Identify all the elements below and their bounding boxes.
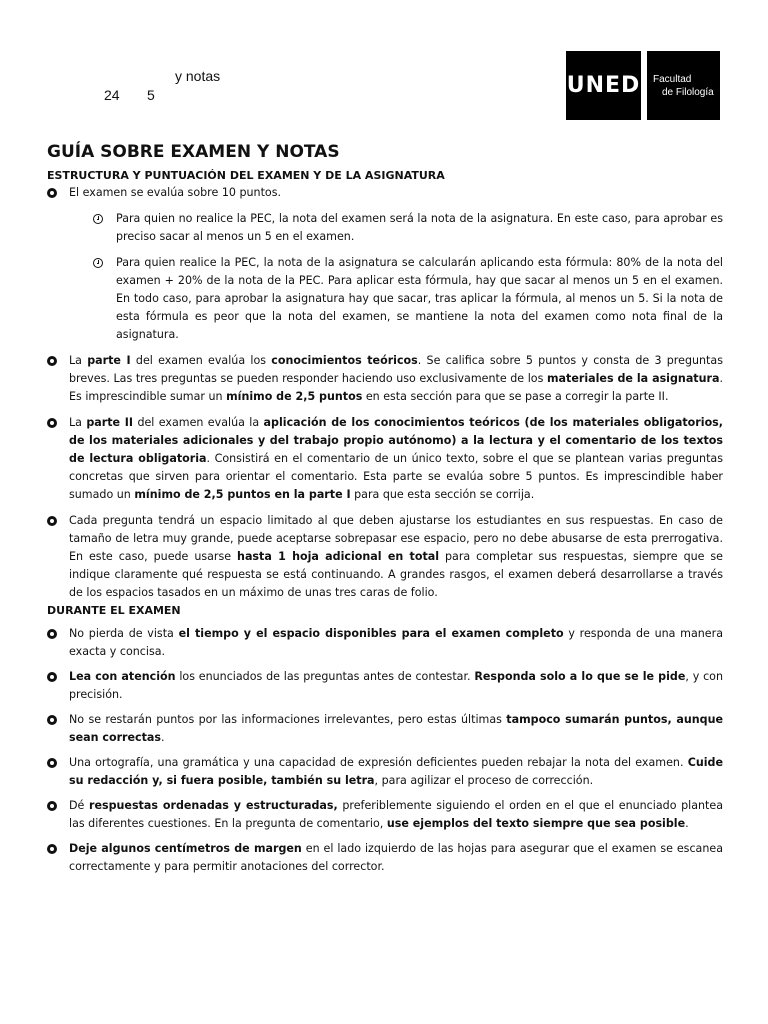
list-item xyxy=(47,668,723,704)
text: . Es imprescindible sumar un xyxy=(69,372,724,403)
sub-item-text: Para quien realice la PEC, la nota de la asignatura se calcularán aplicando esta fórmula: 80% de la nota del examen + 20% de la nota de la PEC. Para aplicar esta fórmula, hay que sacar al menos un 5 en el examen. En todo caso, para aprobar la asignatura hay que sacar, tras aplicar la fórmula, al menos un 5. Si la nota de esta fórmula es peor que la nota del examen, se mantiene la nota del examen como nota final de la asignatura. xyxy=(116,256,723,341)
text: los enunciados de las preguntas antes de contestar. xyxy=(175,670,475,683)
text: del examen evalúa la xyxy=(133,416,264,429)
list-item xyxy=(47,754,723,790)
list-item xyxy=(47,184,723,202)
bullet-icon xyxy=(47,356,57,366)
bold-text: conocimientos teóricos xyxy=(271,354,418,367)
text: preferiblemente siguiendo el orden en el que el enunciado plantea las diferentes cuestiones. En la pregunta de comentario, xyxy=(69,799,724,830)
bold-text: aplicación de los conocimientos teóricos (de los materiales obligatorios, de los materiales adicionales y del trabajo propio autónomo) a la lectura y el comentario de los textos de lectura obligatoria xyxy=(69,416,724,465)
text: para que esta sección se corrija. xyxy=(350,488,535,501)
bold-text: Cuide su redacción y, si fuera posible, también su letra xyxy=(69,756,723,787)
sub-list-item xyxy=(47,254,723,344)
bold-text: use ejemplos del texto siempre que sea posible xyxy=(386,817,686,830)
bold-text: mínimo de 2,5 puntos xyxy=(226,390,363,403)
document-body xyxy=(47,140,723,876)
text: y responda de una manera exacta y concisa. xyxy=(69,627,723,658)
text: . xyxy=(685,817,689,830)
bullet-icon xyxy=(47,801,57,811)
bold-text: Deje algunos centímetros de margen xyxy=(69,842,302,855)
uned-logo: UNED xyxy=(566,51,641,120)
faculty-name-box xyxy=(647,51,720,120)
bold-text: Lea con atención xyxy=(69,670,176,683)
text: La xyxy=(69,354,88,367)
bold-text: mínimo de 2,5 puntos en la parte I xyxy=(134,488,351,501)
list-item xyxy=(47,711,723,747)
list-item xyxy=(47,797,723,833)
bullet-icon xyxy=(47,715,57,725)
list-item xyxy=(47,512,723,602)
bold-text: parte I xyxy=(87,354,131,367)
text: . Se califica sobre 5 puntos y consta de 3 preguntas breves. Las tres preguntas se pueden responder haciendo uso exclusivamente de los xyxy=(69,354,723,385)
header-number-b: 5 xyxy=(147,87,155,103)
sub-list-item xyxy=(47,210,723,246)
bold-text: materiales de la asignatura xyxy=(546,372,720,385)
faculty-name-line2: de Filología xyxy=(662,86,714,98)
text: en esta sección para que se pase a corregir la parte II. xyxy=(362,390,669,403)
bold-text: tampoco sumarán puntos, aunque sean correctas xyxy=(69,713,723,744)
sub-item-text: Para quien no realice la PEC, la nota del examen será la nota de la asignatura. En este caso, para aprobar es preciso sacar al menos un 5 en el examen. xyxy=(116,212,723,243)
bold-text: Responda solo a lo que se le pide xyxy=(474,670,686,683)
text: en el lado izquierdo de las hojas para asegurar que el examen se escanea correctamente y para permitir anotaciones del corrector. xyxy=(69,842,724,873)
bullet-icon xyxy=(47,418,57,428)
text: Dé xyxy=(69,799,89,812)
faculty-logo xyxy=(566,51,720,120)
text: , para agilizar el proceso de corrección. xyxy=(374,774,594,787)
list-item xyxy=(47,625,723,661)
text: Cada pregunta tendrá un espacio limitado al que deben ajustarse los estudiantes en sus respuestas. En caso de tamaño de letra muy grande, puede aceptarse sobrepasar ese espacio, pero no debe abusarse de esta prerrogativa. En este caso, puede usarse xyxy=(69,514,723,563)
section-title-during-exam: DURANTE EL EXAMEN xyxy=(47,604,181,617)
text: . Consistirá en el comentario de un único texto, sobre el que se plantean varias preguntas concretas que sirven para orientar el comentario. Esta parte se evalúa sobre 5 puntos. Es imprescindible haber sumado un xyxy=(69,452,724,501)
text: No pierda de vista xyxy=(69,627,179,640)
text: La xyxy=(69,416,87,429)
text: , y con precisión. xyxy=(69,670,724,701)
clock-icon xyxy=(93,258,103,268)
list-item xyxy=(47,352,723,406)
clock-icon xyxy=(93,214,103,224)
text: para completar sus respuestas, siempre que se indique claramente qué respuesta se está continuando. A grandes rasgos, el examen deberá desarrollarse a través de los espacios tasados en un máximo de unas tres caras de folio. xyxy=(69,550,724,599)
bullet-icon xyxy=(47,188,57,198)
bullet-icon xyxy=(47,844,57,854)
list-item xyxy=(47,840,723,876)
bullet-icon xyxy=(47,672,57,682)
page-title: GUÍA SOBRE EXAMEN Y NOTAS xyxy=(47,142,340,162)
bold-text: respuestas ordenadas y estructuradas, xyxy=(88,799,338,812)
faculty-name-line1: Facultad xyxy=(653,73,692,85)
bullet-icon xyxy=(47,516,57,526)
bold-text: parte II xyxy=(86,416,134,429)
bullet-icon xyxy=(47,758,57,768)
text: . xyxy=(161,731,165,744)
text: Una ortografía, una gramática y una capacidad de expresión deficientes pueden rebajar la nota del examen. xyxy=(69,756,688,769)
header-number-a: 24 xyxy=(104,87,120,103)
item-text: El examen se evalúa sobre 10 puntos. xyxy=(69,186,282,199)
text: No se restarán puntos por las informaciones irrelevantes, pero estas últimas xyxy=(69,713,507,726)
bold-text: hasta 1 hoja adicional en total xyxy=(237,550,440,563)
bold-text: el tiempo y el espacio disponibles para el examen completo xyxy=(178,627,564,640)
header-line1: y notas xyxy=(175,68,221,84)
bullet-icon xyxy=(47,629,57,639)
text: del examen evalúa los xyxy=(130,354,272,367)
list-item xyxy=(47,414,723,504)
section-title-structure: ESTRUCTURA Y PUNTUACIÓN DEL EXAMEN Y DE LA ASIGNATURA xyxy=(47,169,445,182)
